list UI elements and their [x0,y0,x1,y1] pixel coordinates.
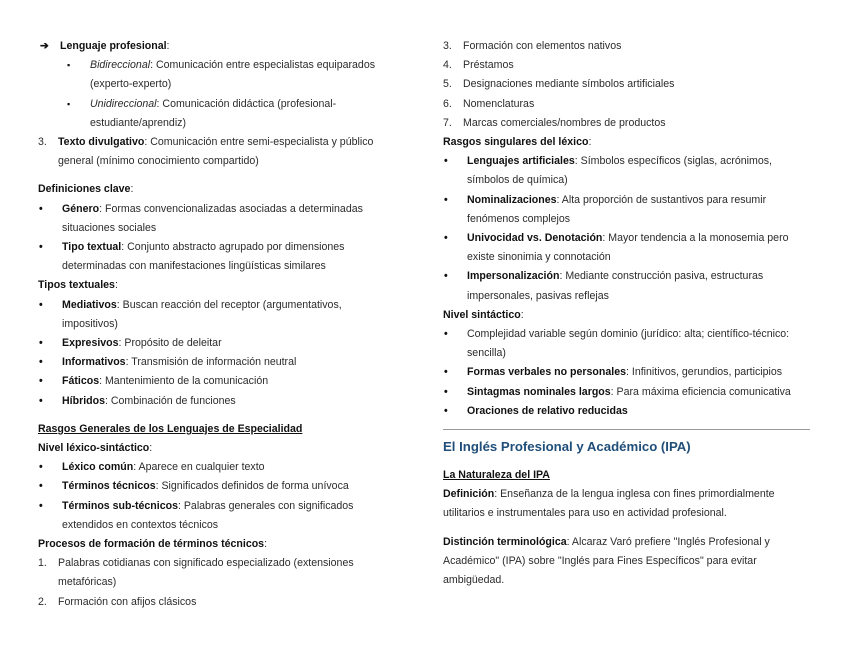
nivel-sintactico-heading: Nivel sintáctico: [443,308,524,321]
list-item: • Léxico común: Aparece en cualquier texto [38,458,388,477]
lenguaje-profesional-title: Lenguaje profesional [60,40,167,52]
ipa-subtitle: La Naturaleza del IPA [443,469,550,482]
list-item: • Formas verbales no personales: Infinitivos, gerundios, participios [443,363,810,382]
list-item: 7. Marcas comerciales/nombres de productos [443,116,666,129]
rasgos-singulares-heading: Rasgos singulares del léxico: [443,136,592,149]
list-item: ▪ Unidireccional: Comunicación didáctica (profesional-estudiante/aprendiz) [38,95,388,133]
list-item: • Términos técnicos: Significados definidos de forma unívoca [38,477,388,496]
right-column [443,37,810,590]
section-divider [443,429,810,430]
list-item: 3. Formación con elementos nativos [443,40,622,52]
list-item: • Género: Formas convencionalizadas asociadas a determinadas situaciones sociales [38,200,388,238]
list-item: • Lenguajes artificiales: Símbolos específicos (siglas, acrónimos, símbolos de química) [443,152,810,190]
list-item: • Complejidad variable según dominio (jurídico: alta; científico-técnico: sencilla) [443,325,810,363]
rasgos-generales-title: Rasgos Generales de los Lenguajes de Especialidad [38,422,303,435]
list-item: • Sintagmas nominales largos: Para máxima eficiencia comunicativa [443,383,810,402]
ipa-section-title: El Inglés Profesional y Académico (IPA) [443,439,691,455]
list-item: 5. Designaciones mediante símbolos artificiales [443,78,675,91]
texto-divulgativo-item: 3. Texto divulgativo: Comunicación entre semi-especialista y público general (mínimo conocimiento compartido) [38,136,374,168]
list-item: • Informativos: Transmisión de información neutral [38,353,388,372]
arrow-right-icon: ➔ [40,40,49,52]
list-item: • Oraciones de relativo reducidas [443,402,810,421]
list-item: • Términos sub-técnicos: Palabras generales con significados extendidos en contextos técnicos [38,497,388,535]
list-item: 2. Formación con afijos clásicos [38,595,197,608]
list-item: • Impersonalización: Mediante construcción pasiva, estructuras impersonales, pasivas reflejas [443,267,810,305]
tipos-textuales-heading: Tipos textuales: [38,279,118,292]
list-item: • Mediativos: Buscan reacción del receptor (argumentativos, impositivos) [38,296,388,334]
list-item: • Fáticos: Mantenimiento de la comunicación [38,372,388,391]
list-item: 1. Palabras cotidianas con significado especializado (extensiones metafóricas) [38,557,354,589]
left-column [38,37,388,612]
procesos-heading: Procesos de formación de términos técnicos: [38,538,268,551]
list-item: • Univocidad vs. Denotación: Mayor tendencia a la monosemia pero existe sinonimia y connotación [443,229,810,267]
list-item: 6. Nomenclaturas [443,97,535,110]
list-item: 4. Préstamos [443,59,514,72]
definicion-paragraph: Definición: Enseñanza de la lengua inglesa con fines primordialmente utilitarios e instrumentales para uso en actividad profesional. [443,488,775,520]
definiciones-heading: Definiciones clave: [38,183,134,196]
lenguaje-profesional-item: ➔ Lenguaje profesional: [38,37,388,56]
list-item: • Nominalizaciones: Alta proporción de sustantivos para resumir fenómenos complejos [443,191,810,229]
list-item: • Tipo textual: Conjunto abstracto agrupado por dimensiones determinadas con manifestaciones lingüísticas similares [38,238,388,276]
list-item: • Híbridos: Combinación de funciones [38,392,388,411]
distincion-paragraph: Distinción terminológica: Alcaraz Varó prefiere "Inglés Profesional y Académico" (IPA) sobre "Inglés para Fines Específicos" para evitar ambigüedad. [443,535,770,587]
list-item: • Expresivos: Propósito de deleitar [38,334,388,353]
list-item: ▪ Bidireccional: Comunicación entre especialistas equiparados (experto-experto) [38,56,388,94]
nivel-lexico-heading: Nivel léxico-sintáctico: [38,442,153,455]
